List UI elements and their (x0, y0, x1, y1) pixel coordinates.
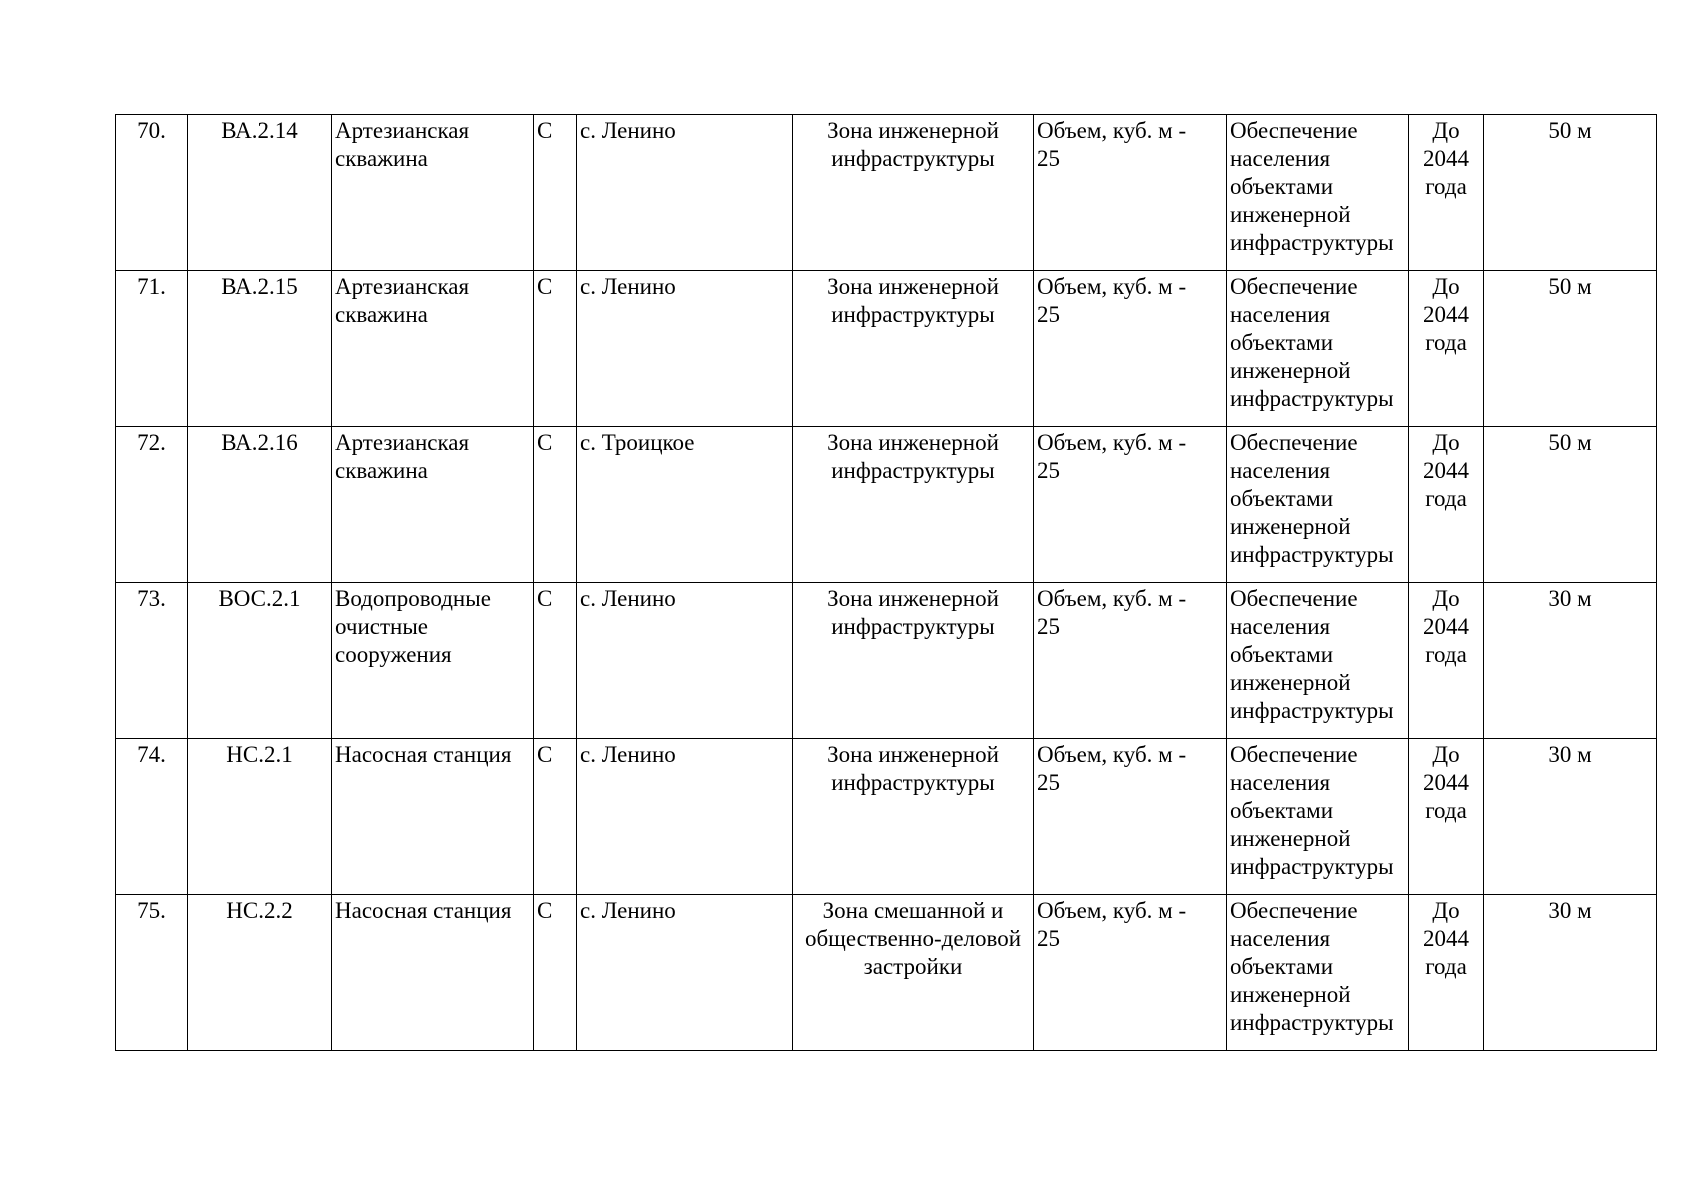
objects-table (115, 114, 1657, 1051)
location-cell: с. Ленино (577, 115, 793, 271)
object-code-cell: ВА.2.16 (188, 427, 332, 583)
row-number-cell: 71. (116, 271, 188, 427)
zone-cell: Зона инженерной инфраструктуры (793, 271, 1034, 427)
deadline-cell: До 2044 года (1409, 427, 1484, 583)
protection-zone-cell: 50 м (1484, 115, 1657, 271)
object-name-cell: Артезианская скважина (332, 427, 534, 583)
protection-zone-cell: 50 м (1484, 271, 1657, 427)
table-row (116, 739, 1657, 895)
deadline-cell: До 2044 года (1409, 739, 1484, 895)
location-cell: с. Троицкое (577, 427, 793, 583)
object-name-cell: Артезианская скважина (332, 271, 534, 427)
location-cell: с. Ленино (577, 583, 793, 739)
parameters-cell: Объем, куб. м - 25 (1034, 583, 1227, 739)
row-number-cell: 73. (116, 583, 188, 739)
row-number-cell: 75. (116, 895, 188, 1051)
parameters-cell: Объем, куб. м - 25 (1034, 115, 1227, 271)
purpose-cell: Обеспечение населения объектами инженерной инфраструктуры (1227, 271, 1409, 427)
purpose-cell: Обеспечение населения объектами инженерной инфраструктуры (1227, 583, 1409, 739)
parameters-cell: Объем, куб. м - 25 (1034, 739, 1227, 895)
location-cell: с. Ленино (577, 739, 793, 895)
parameters-cell: Объем, куб. м - 25 (1034, 427, 1227, 583)
purpose-cell: Обеспечение населения объектами инженерной инфраструктуры (1227, 895, 1409, 1051)
location-cell: с. Ленино (577, 895, 793, 1051)
zone-cell: Зона инженерной инфраструктуры (793, 583, 1034, 739)
zone-cell: Зона инженерной инфраструктуры (793, 115, 1034, 271)
row-number-cell: 70. (116, 115, 188, 271)
table-row (116, 115, 1657, 271)
zone-cell: Зона инженерной инфраструктуры (793, 427, 1034, 583)
purpose-cell: Обеспечение населения объектами инженерной инфраструктуры (1227, 739, 1409, 895)
purpose-cell: Обеспечение населения объектами инженерной инфраструктуры (1227, 427, 1409, 583)
purpose-cell: Обеспечение населения объектами инженерной инфраструктуры (1227, 115, 1409, 271)
object-status-cell: С (534, 583, 577, 739)
table-row (116, 427, 1657, 583)
object-code-cell: ВОС.2.1 (188, 583, 332, 739)
protection-zone-cell: 50 м (1484, 427, 1657, 583)
zone-cell: Зона смешанной и общественно-деловой застройки (793, 895, 1034, 1051)
protection-zone-cell: 30 м (1484, 739, 1657, 895)
deadline-cell: До 2044 года (1409, 271, 1484, 427)
object-name-cell: Артезианская скважина (332, 115, 534, 271)
protection-zone-cell: 30 м (1484, 895, 1657, 1051)
deadline-cell: До 2044 года (1409, 115, 1484, 271)
deadline-cell: До 2044 года (1409, 895, 1484, 1051)
object-status-cell: С (534, 427, 577, 583)
object-name-cell: Насосная станция (332, 895, 534, 1051)
parameters-cell: Объем, куб. м - 25 (1034, 271, 1227, 427)
object-status-cell: С (534, 115, 577, 271)
row-number-cell: 74. (116, 739, 188, 895)
parameters-cell: Объем, куб. м - 25 (1034, 895, 1227, 1051)
deadline-cell: До 2044 года (1409, 583, 1484, 739)
table-row (116, 583, 1657, 739)
object-code-cell: ВА.2.15 (188, 271, 332, 427)
table-row (116, 895, 1657, 1051)
protection-zone-cell: 30 м (1484, 583, 1657, 739)
row-number-cell: 72. (116, 427, 188, 583)
table-row (116, 271, 1657, 427)
object-status-cell: С (534, 895, 577, 1051)
object-code-cell: ВА.2.14 (188, 115, 332, 271)
object-name-cell: Водопроводные очистные сооружения (332, 583, 534, 739)
object-status-cell: С (534, 271, 577, 427)
location-cell: с. Ленино (577, 271, 793, 427)
object-status-cell: С (534, 739, 577, 895)
object-code-cell: НС.2.1 (188, 739, 332, 895)
object-name-cell: Насосная станция (332, 739, 534, 895)
zone-cell: Зона инженерной инфраструктуры (793, 739, 1034, 895)
object-code-cell: НС.2.2 (188, 895, 332, 1051)
